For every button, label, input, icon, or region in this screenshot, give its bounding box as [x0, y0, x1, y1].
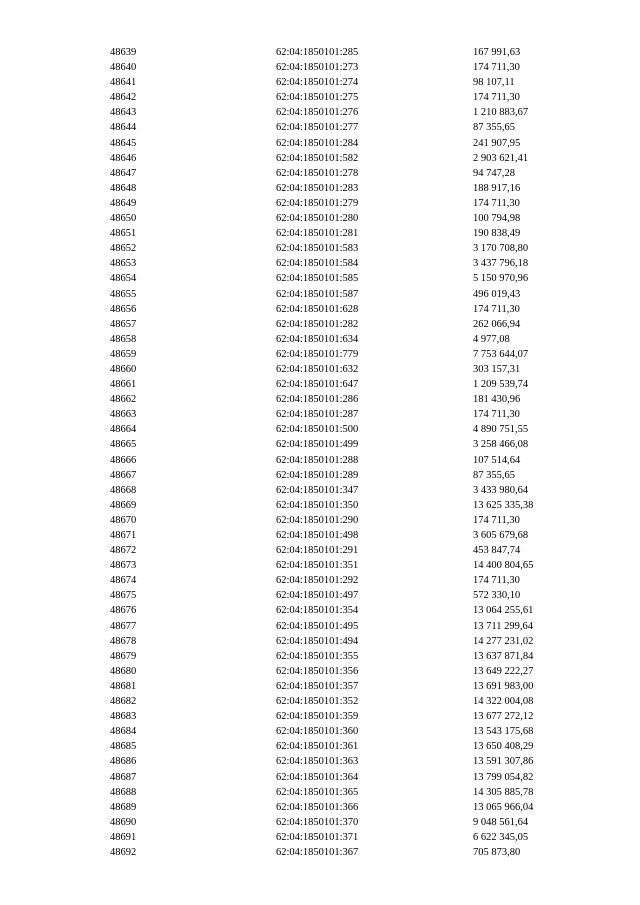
row-number: 48677	[110, 620, 137, 632]
cadastral-number: 62:04:1850101:284	[276, 137, 359, 149]
table-row	[110, 830, 590, 845]
table-row	[110, 649, 590, 664]
row-number: 48660	[110, 363, 137, 375]
cadastral-number: 62:04:1850101:628	[276, 303, 359, 315]
row-number: 48690	[110, 816, 137, 828]
cadastral-value: 13 711 299,64	[473, 620, 533, 632]
row-number: 48661	[110, 379, 137, 391]
cadastral-number: 62:04:1850101:365	[276, 786, 359, 798]
row-number: 48679	[110, 650, 137, 662]
cadastral-value: 5 150 970,96	[473, 273, 529, 285]
cadastral-number: 62:04:1850101:281	[276, 228, 359, 240]
table-row	[110, 800, 590, 815]
table-row	[110, 362, 590, 377]
row-number: 48683	[110, 711, 137, 723]
row-number: 48656	[110, 303, 137, 315]
cadastral-value: 3 605 679,68	[473, 530, 529, 541]
row-number: 48673	[110, 560, 137, 572]
row-number: 48691	[110, 831, 137, 843]
table-row	[110, 634, 590, 649]
cadastral-number: 62:04:1850101:587	[276, 288, 359, 300]
table-row	[110, 513, 590, 528]
table-row	[110, 528, 590, 543]
cadastral-number: 62:04:1850101:779	[276, 348, 359, 360]
table-row	[110, 785, 590, 800]
table-row	[110, 664, 590, 679]
cadastral-number: 62:04:1850101:367	[276, 846, 359, 858]
table-row	[110, 392, 590, 407]
cadastral-value: 262 066,94	[473, 318, 521, 330]
cadastral-number: 62:04:1850101:279	[276, 197, 359, 209]
cadastral-value: 188 917,16	[473, 182, 521, 194]
row-number: 48685	[110, 741, 137, 753]
cadastral-number: 62:04:1850101:359	[276, 711, 359, 723]
cadastral-number: 62:04:1850101:352	[276, 696, 359, 708]
cadastral-number: 62:04:1850101:275	[276, 92, 359, 104]
row-number: 48682	[110, 696, 137, 708]
row-number: 48663	[110, 409, 137, 421]
cadastral-number: 62:04:1850101:370	[276, 816, 359, 828]
cadastral-value: 13 677 272,12	[473, 711, 534, 723]
cadastral-value: 3 258 466,08	[473, 439, 529, 451]
table-row	[110, 573, 590, 588]
table-row	[110, 90, 590, 105]
cadastral-number: 62:04:1850101:634	[276, 333, 359, 345]
row-number: 48651	[110, 228, 137, 240]
table-row	[110, 45, 590, 60]
cadastral-value: 1 210 883,67	[473, 107, 529, 119]
row-number: 48657	[110, 318, 137, 330]
row-number: 48665	[110, 439, 137, 451]
table-row	[110, 287, 590, 302]
cadastral-value: 94 747,28	[473, 167, 515, 179]
table-row	[110, 105, 590, 120]
cadastral-number: 62:04:1850101:647	[276, 379, 359, 391]
cadastral-number: 62:04:1850101:361	[276, 741, 359, 753]
cadastral-value: 3 433 980,64	[473, 484, 529, 496]
cadastral-number: 62:04:1850101:351	[276, 560, 359, 572]
cadastral-value: 13 065 966,04	[473, 801, 534, 813]
cadastral-value: 13 637 871,84	[473, 650, 534, 662]
cadastral-value: 87 355,65	[473, 469, 515, 481]
row-number: 48666	[110, 454, 137, 466]
table-row	[110, 739, 590, 754]
cadastral-number: 62:04:1850101:347	[276, 484, 359, 496]
row-number: 48675	[110, 590, 137, 602]
cadastral-number: 62:04:1850101:497	[276, 590, 359, 602]
cadastral-value: 13 649 222,27	[473, 665, 534, 677]
row-number: 48681	[110, 680, 137, 692]
table-row	[110, 211, 590, 226]
cadastral-value: 174 711,30	[473, 575, 520, 587]
row-number: 48662	[110, 394, 137, 406]
cadastral-number: 62:04:1850101:500	[276, 424, 359, 436]
table-row	[110, 619, 590, 634]
table-row	[110, 332, 590, 347]
table-row	[110, 317, 590, 332]
table-row	[110, 226, 590, 241]
row-number: 48667	[110, 469, 137, 481]
cadastral-value: 705 873,80	[473, 846, 521, 858]
cadastral-number: 62:04:1850101:290	[276, 514, 359, 526]
row-number: 48684	[110, 726, 137, 738]
cadastral-value: 4 977,08	[473, 333, 510, 345]
cadastral-number: 62:04:1850101:632	[276, 363, 359, 375]
cadastral-number: 62:04:1850101:286	[276, 394, 359, 406]
cadastral-number: 62:04:1850101:585	[276, 273, 359, 285]
cadastral-value: 6 622 345,05	[473, 831, 529, 843]
cadastral-number: 62:04:1850101:364	[276, 771, 359, 783]
cadastral-number: 62:04:1850101:499	[276, 439, 359, 451]
cadastral-value: 4 890 751,55	[473, 424, 529, 436]
table-row	[110, 437, 590, 452]
table-row	[110, 815, 590, 830]
row-number: 48664	[110, 424, 137, 436]
table-row	[110, 770, 590, 785]
table-row	[110, 453, 590, 468]
cadastral-value: 13 064 255,61	[473, 605, 534, 617]
cadastral-value: 167 991,63	[473, 47, 521, 58]
row-number: 48648	[110, 182, 137, 194]
cadastral-number: 62:04:1850101:289	[276, 469, 359, 481]
cadastral-number: 62:04:1850101:354	[276, 605, 359, 617]
row-number: 48688	[110, 786, 137, 798]
table-row	[110, 588, 590, 603]
cadastral-number: 62:04:1850101:582	[276, 152, 359, 164]
row-number: 48647	[110, 167, 137, 179]
row-number: 48643	[110, 107, 137, 119]
row-number: 48649	[110, 197, 137, 209]
row-number: 48654	[110, 273, 137, 285]
cadastral-value: 174 711,30	[473, 197, 520, 209]
cadastral-number: 62:04:1850101:355	[276, 650, 359, 662]
row-number: 48641	[110, 77, 137, 89]
table-row	[110, 377, 590, 392]
cadastral-number: 62:04:1850101:366	[276, 801, 359, 813]
row-number: 48674	[110, 575, 137, 587]
row-number: 48640	[110, 62, 137, 74]
cadastral-value: 453 847,74	[473, 545, 521, 557]
table-row	[110, 302, 590, 317]
table-row	[110, 422, 590, 437]
cadastral-number: 62:04:1850101:283	[276, 182, 359, 194]
row-number: 48689	[110, 801, 137, 813]
cadastral-number: 62:04:1850101:363	[276, 756, 359, 768]
cadastral-number: 62:04:1850101:494	[276, 635, 359, 647]
row-number: 48669	[110, 499, 137, 511]
table-row	[110, 709, 590, 724]
table-row	[110, 120, 590, 135]
table-row	[110, 724, 590, 739]
table-row	[110, 256, 590, 271]
row-number: 48687	[110, 771, 137, 783]
cadastral-number: 62:04:1850101:350	[276, 499, 359, 511]
cadastral-value: 13 543 175,68	[473, 726, 534, 738]
cadastral-number: 62:04:1850101:287	[276, 409, 359, 421]
cadastral-value: 174 711,30	[473, 514, 520, 526]
cadastral-value: 14 400 804,65	[473, 560, 534, 572]
table-row	[110, 347, 590, 362]
cadastral-value: 572 330,10	[473, 590, 521, 602]
row-number: 48678	[110, 635, 137, 647]
cadastral-number: 62:04:1850101:277	[276, 122, 359, 134]
table-row	[110, 845, 590, 860]
cadastral-number: 62:04:1850101:495	[276, 620, 359, 632]
table-row	[110, 558, 590, 573]
table-row	[110, 679, 590, 694]
row-number: 48650	[110, 213, 137, 225]
cadastral-number: 62:04:1850101:274	[276, 77, 359, 89]
cadastral-value: 174 711,30	[473, 303, 520, 315]
table-row	[110, 181, 590, 196]
row-number: 48653	[110, 258, 137, 270]
cadastral-number: 62:04:1850101:584	[276, 258, 359, 270]
cadastral-value: 174 711,30	[473, 92, 520, 104]
cadastral-number: 62:04:1850101:282	[276, 318, 359, 330]
cadastral-value: 14 277 231,02	[473, 635, 534, 647]
row-number: 48676	[110, 605, 137, 617]
cadastral-value: 1 209 539,74	[473, 379, 529, 391]
table-row	[110, 151, 590, 166]
row-number: 48670	[110, 514, 137, 526]
row-number: 48639	[110, 47, 137, 58]
table-row	[110, 136, 590, 151]
cadastral-value: 303 157,31	[473, 363, 521, 375]
cadastral-number: 62:04:1850101:292	[276, 575, 359, 587]
cadastral-number: 62:04:1850101:278	[276, 167, 359, 179]
table-row	[110, 196, 590, 211]
table-row	[110, 407, 590, 422]
table-row	[110, 60, 590, 75]
table-row	[110, 754, 590, 769]
cadastral-value: 174 711,30	[473, 62, 520, 74]
cadastral-value: 107 514,64	[473, 454, 521, 466]
table-row	[110, 694, 590, 709]
cadastral-value: 13 799 054,82	[473, 771, 534, 783]
cadastral-value: 496 019,43	[473, 288, 521, 300]
cadastral-number: 62:04:1850101:288	[276, 454, 359, 466]
row-number: 48646	[110, 152, 137, 164]
cadastral-number: 62:04:1850101:276	[276, 107, 359, 119]
row-number: 48655	[110, 288, 137, 300]
row-number: 48652	[110, 243, 137, 255]
table-row	[110, 543, 590, 558]
cadastral-value: 3 437 796,18	[473, 258, 529, 270]
cadastral-number: 62:04:1850101:273	[276, 62, 359, 74]
table-row	[110, 75, 590, 90]
cadastral-number: 62:04:1850101:498	[276, 530, 359, 541]
row-number: 48668	[110, 484, 137, 496]
cadastral-value: 3 170 708,80	[473, 243, 529, 255]
cadastral-value: 13 625 335,38	[473, 499, 534, 511]
cadastral-value: 13 650 408,29	[473, 741, 534, 753]
table-row	[110, 483, 590, 498]
cadastral-number: 62:04:1850101:357	[276, 680, 359, 692]
row-number: 48686	[110, 756, 137, 768]
table-row	[110, 498, 590, 513]
cadastral-value: 14 305 885,78	[473, 786, 534, 798]
row-number: 48659	[110, 348, 137, 360]
row-number: 48680	[110, 665, 137, 677]
cadastral-value: 241 907,95	[473, 137, 521, 149]
table-row	[110, 603, 590, 618]
row-number: 48672	[110, 545, 137, 557]
cadastral-value: 87 355,65	[473, 122, 515, 134]
cadastral-value: 9 048 561,64	[473, 816, 529, 828]
row-number: 48642	[110, 92, 137, 104]
row-number: 48644	[110, 122, 137, 134]
cadastral-value: 181 430,96	[473, 394, 521, 406]
cadastral-value-table	[110, 45, 590, 860]
row-number: 48658	[110, 333, 137, 345]
table-row	[110, 468, 590, 483]
row-number: 48692	[110, 846, 137, 858]
cadastral-number: 62:04:1850101:280	[276, 213, 359, 225]
cadastral-value: 14 322 004,08	[473, 696, 534, 708]
cadastral-value: 190 838,49	[473, 228, 521, 240]
cadastral-value: 100 794,98	[473, 213, 521, 225]
cadastral-value: 7 753 644,07	[473, 348, 529, 360]
cadastral-value: 174 711,30	[473, 409, 520, 421]
table-row	[110, 271, 590, 286]
cadastral-number: 62:04:1850101:291	[276, 545, 359, 557]
cadastral-value: 13 691 983,00	[473, 680, 534, 692]
cadastral-number: 62:04:1850101:371	[276, 831, 359, 843]
row-number: 48645	[110, 137, 137, 149]
cadastral-number: 62:04:1850101:360	[276, 726, 359, 738]
table-row	[110, 241, 590, 256]
cadastral-number: 62:04:1850101:583	[276, 243, 359, 255]
cadastral-value: 98 107,11	[473, 77, 515, 89]
cadastral-number: 62:04:1850101:285	[276, 47, 359, 58]
cadastral-number: 62:04:1850101:356	[276, 665, 359, 677]
cadastral-value: 2 903 621,41	[473, 152, 529, 164]
table-row	[110, 166, 590, 181]
row-number: 48671	[110, 530, 137, 541]
cadastral-value: 13 591 307,86	[473, 756, 534, 768]
